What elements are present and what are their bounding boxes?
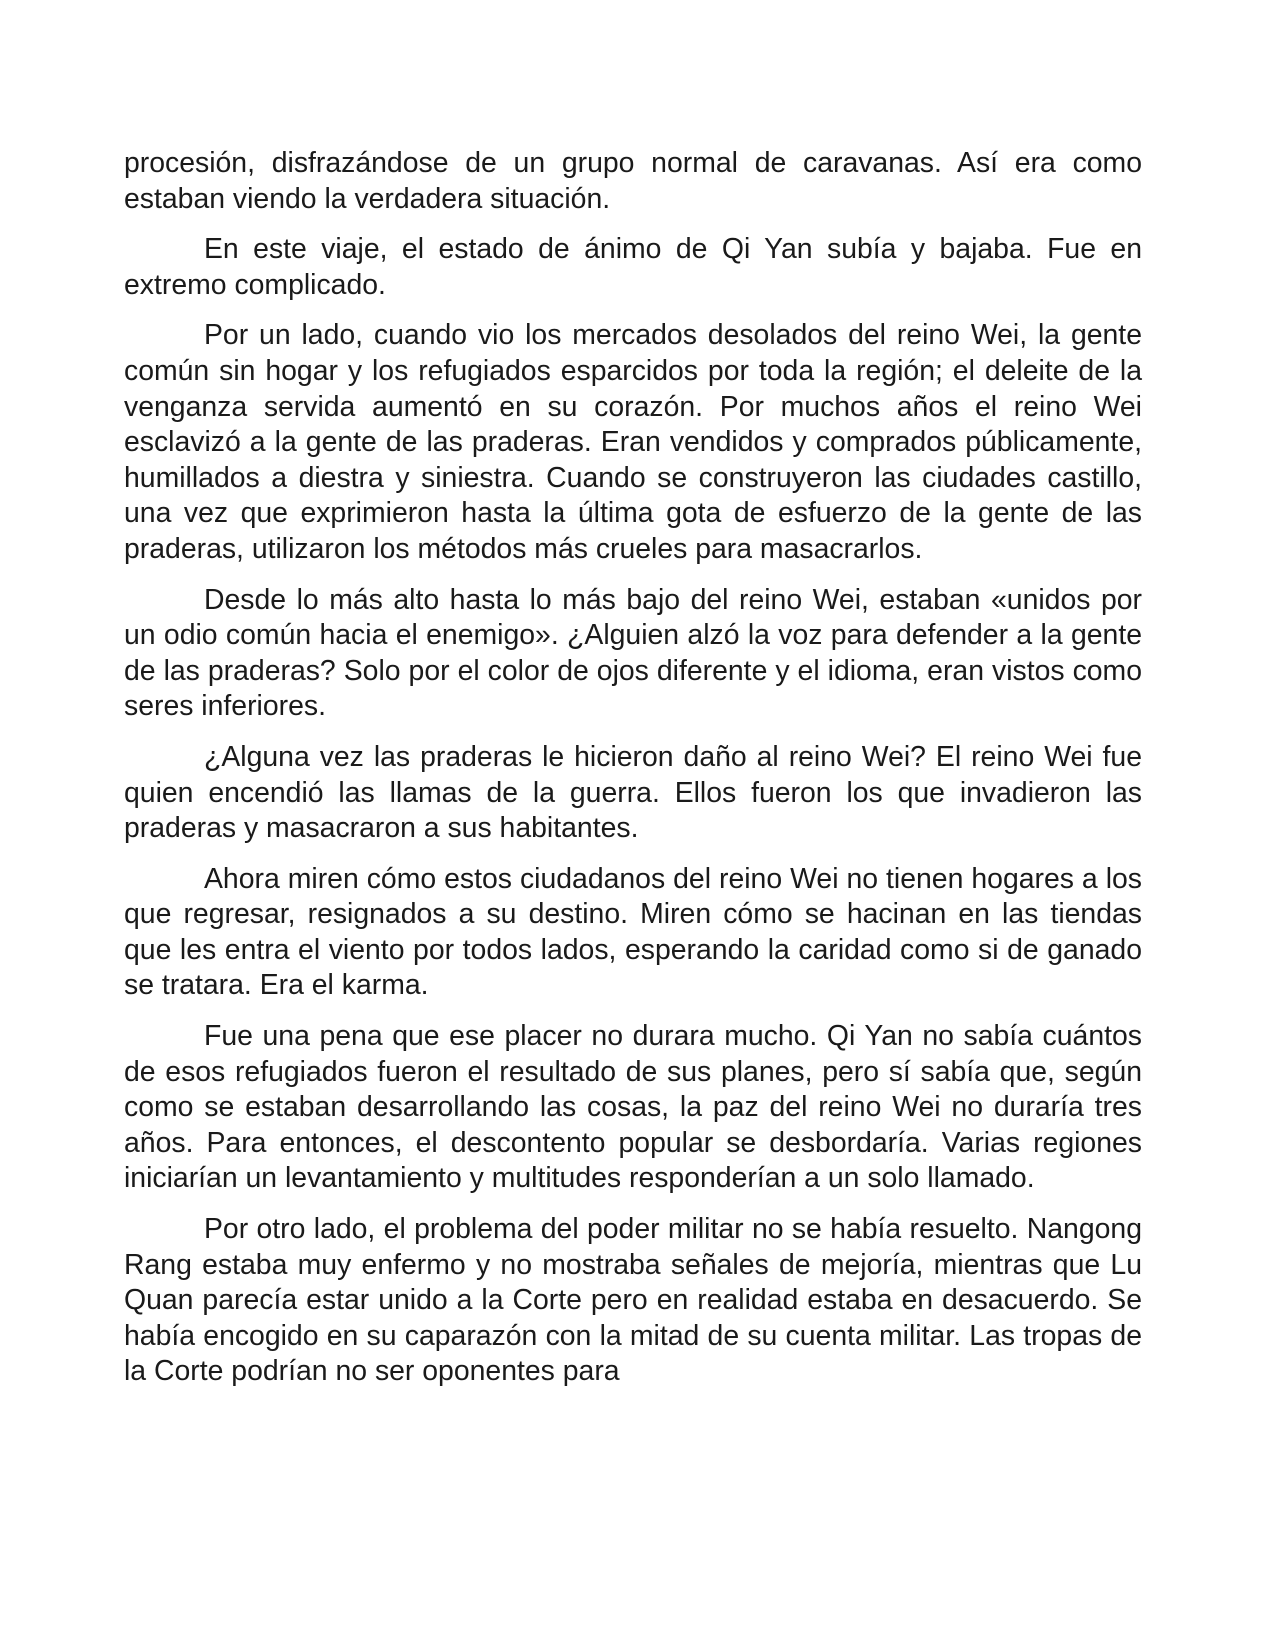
paragraph: Desde lo más alto hasta lo más bajo del reino Wei, estaban «unidos por un odio común hacia el enemigo». ¿Alguien alzó la voz para defender a la gente de las praderas? Solo por el color de ojos diferente y el idioma, eran vistos como seres inferiores. bbox=[124, 583, 1142, 723]
paragraph: Por un lado, cuando vio los mercados desolados del reino Wei, la gente común sin hogar y los refugiados esparcidos por toda la región; el deleite de la venganza servida aumentó en su corazón. Por muchos años el reino Wei esclavizó a la gente de las praderas. Eran vendidos y comprados públicamente, humillados a diestra y siniestra. Cuando se construyeron las ciudades castillo, una vez que exprimieron hasta la última gota de esfuerzo de la gente de las praderas, utilizaron los métodos más crueles para masacrarlos. bbox=[124, 319, 1142, 565]
paragraph: Por otro lado, el problema del poder militar no se había resuelto. Nangong Rang estaba muy enfermo y no mostraba señales de mejoría, mientras que Lu Quan parecía estar unido a la Corte pero en realidad estaba en desacuerdo. Se había encogido en su caparazón con la mitad de su cuenta militar. Las tropas de la Corte podrían no ser oponentes para bbox=[124, 1213, 1142, 1388]
paragraph: procesión, disfrazándose de un grupo normal de caravanas. Así era como estaban viendo la verdadera situación. bbox=[124, 147, 1142, 215]
paragraph: Fue una pena que ese placer no durara mucho. Qi Yan no sabía cuántos de esos refugiados fueron el resultado de sus planes, pero sí sabía que, según como se estaban desarrollando las cosas, la paz del reino Wei no duraría tres años. Para entonces, el descontento popular se desbordaría. Varias regiones iniciarían un levantamiento y multitudes responderían a un solo llamado. bbox=[124, 1020, 1142, 1195]
document-body bbox=[124, 146, 1142, 1405]
paragraph: ¿Alguna vez las praderas le hicieron daño al reino Wei? El reino Wei fue quien encendió las llamas de la guerra. Ellos fueron los que invadieron las praderas y masacraron a sus habitantes. bbox=[124, 740, 1142, 845]
paragraph: En este viaje, el estado de ánimo de Qi Yan subía y bajaba. Fue en extremo complicado. bbox=[124, 233, 1142, 301]
paragraph: Ahora miren cómo estos ciudadanos del reino Wei no tienen hogares a los que regresar, resignados a su destino. Miren cómo se hacinan en las tiendas que les entra el viento por todos lados, esperando la caridad como si de ganado se tratara. Era el karma. bbox=[124, 862, 1142, 1002]
